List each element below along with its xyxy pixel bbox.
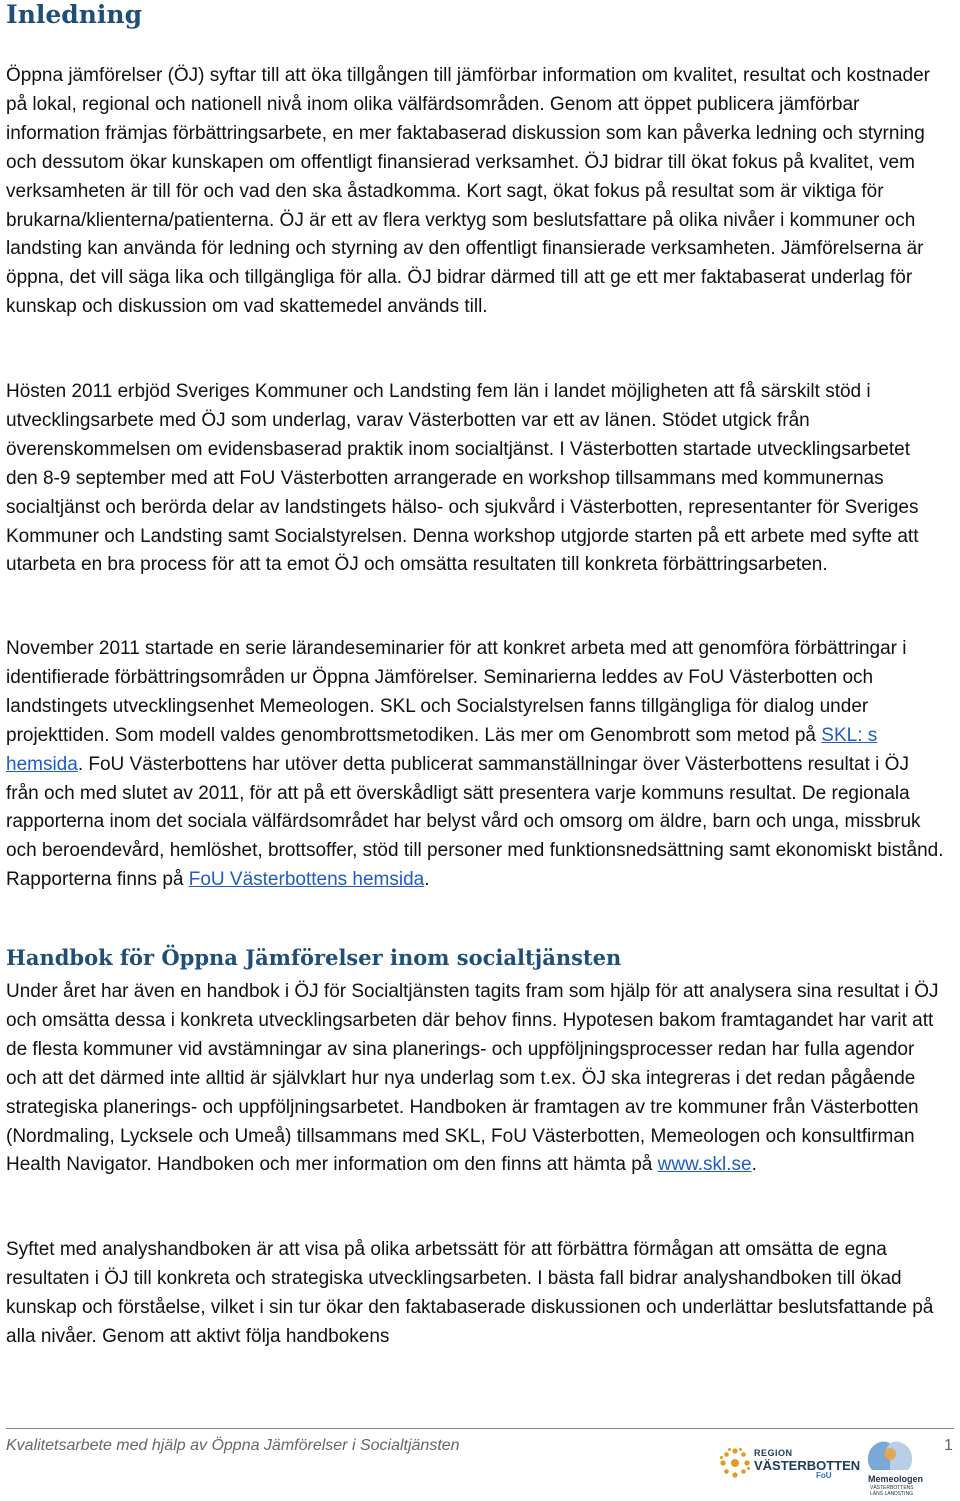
page-number: 1 (944, 1437, 953, 1454)
sunburst-icon (718, 1446, 752, 1480)
section-heading-handbook: Handbok för Öppna Jämförelser inom socialtjänsten (6, 945, 622, 970)
skl-website-link[interactable]: SKL: s hemsida (6, 724, 878, 775)
memeologen-logo (862, 1436, 924, 1498)
fou-website-link[interactable]: FoU Västerbottens hemsida (188, 869, 425, 891)
paragraph-text: . (751, 1154, 757, 1176)
logo-text-vasterbotten: VÄSTERBOTTEN (754, 1458, 861, 1473)
paragraph-purpose: Syftet med analyshandboken är att visa på olika arbetssätt för att förbättra förmågan att omsätta de egna resultaten i ÖJ till konkreta och strategiska utvecklingsarbeten. I bästa fall bidrar analyshandboken till ökad kunskap och förståelse, vilket i sin tur ökar den faktabaserade diskussionen och underlättar beslutsfattande på alla nivåer. Genom att aktivt följa handbokens (6, 1239, 934, 1347)
heads-profile-icon (862, 1436, 918, 1474)
paragraph-text: November 2011 startade en serie lärandeseminarier för att konkret arbeta med att genomföra förbättringar i identifierade förbättringsområden ur Öppna Jämförelser. Seminarierna leddes av FoU Västerbotten och landstingets utvecklingsenhet Memeologen. SKL och Socialstyrelsen fanns tillgängliga för dialog under projekttiden. Som modell valdes genombrottsmetodiken. Läs mer om Genombrott som metod på (6, 638, 907, 746)
paragraph-november-2011 (6, 635, 946, 895)
skl-se-link[interactable]: www.skl.se (657, 1154, 752, 1176)
logo-text-memeologen: Memeologen (868, 1474, 924, 1484)
paragraph-text: . FoU Västerbottens har utöver detta publicerat sammanställningar över Västerbottens resultat i ÖJ från och med slutet av 2011, för att på ett överskådligt sätt presentera varje kommuns resultat. De regionala rapporterna inom det sociala välfärdsområdet har belyst vård och omsorg om äldre, barn och unga, missbruk och beroendevård, hemlöshet, brottsoffer, stöd till personer med funktionsnedsättning samt ekonomiskt bistånd. Rapporterna finns på (6, 753, 944, 891)
logo-text-landsting: VÄSTERBOTTENS LÄNS LANDSTING (870, 1485, 914, 1497)
paragraph-handbook (6, 978, 946, 1180)
region-vasterbotten-logo (718, 1440, 861, 1488)
logo-text-region: REGION (754, 1448, 793, 1458)
paragraph-intro: Öppna jämförelser (ÖJ) syftar till att öka tillgången till jämförbar information om kvalitet, resultat och kostnader på lokal, regional och nationell nivå inom olika välfärdsområden. Genom att öppet publicera jämförbar information främjas förbättringsarbete, en mer faktabaserad diskussion som kan påverka ledning och styrning och dessutom ökar kunskapen om offentligt finansierad verksamhet. ÖJ bidrar till ökat fokus på kvalitet, vem verksamheten är till för och vad den ska åstadkomma. Kort sagt, ökat fokus på resultat som är viktiga för brukarna/klienterna/patienterna. ÖJ är ett av flera verktyg som beslutsfattare på olika nivåer i kommuner och landsting kan använda för ledning och styrning av den offentligt finansierade verksamheten. Jämförelserna är öppna, det vill säga lika och tillgängliga för alla. ÖJ bidrar därmed till att ge ett mer faktabaserat underlag för kunskap och diskussion om vad skattemedel används till. (6, 65, 930, 318)
footer-title: Kvalitetsarbete med hjälp av Öppna Jämförelser i Socialtjänsten (6, 1437, 460, 1454)
paragraph-text: Under året har även en handbok i ÖJ för Socialtjänsten tagits fram som hjälp för att analysera sina resultat i ÖJ och omsätta dessa i konkreta utvecklingsarbeten där behov finns. Hypotesen bakom framtagandet har varit att de flesta kommuner vid avstämningar av sina planerings- och uppföljningsprocesser redan har fulla agendor och att det därmed inte alltid är självklart hur nya underlag som t.ex. ÖJ ska integreras i det redan pågående strategiska planerings- och uppföljningsarbetet. Handboken är framtagen av tre kommuner från Västerbotten (Nordmaling, Lycksele och Umeå) tillsammans med SKL, FoU Västerbotten, Memeologen och konsultfirman Health Navigator. Handboken och mer information om den finns att hämta på (6, 981, 939, 1176)
logo-text-fou: FoU (816, 1471, 832, 1480)
paragraph-text: . (424, 869, 430, 891)
paragraph-autumn-2011: Hösten 2011 erbjöd Sveriges Kommuner och Landsting fem län i landet möjligheten att få särskilt stöd i utvecklingsarbete med ÖJ som underlag, varav Västerbotten var ett av länen. Stödet utgick från överenskommelsen om evidensbaserad praktik inom socialtjänst. I Västerbotten startade utvecklingsarbetet den 8-9 september med att FoU Västerbotten arrangerade en workshop tillsammans med kommunernas socialtjänst och berörda delar av landstingets hälso- och sjukvård i Västerbotten, representanter för Sveriges Kommuner och Landsting samt Socialstyrelsen. Denna workshop utgjorde starten på ett arbete med syfte att utarbeta en bra process för att ta emot ÖJ och omsätta resultaten till konkreta förbättringsarbeten. (6, 381, 919, 576)
page-title: Inledning (6, 0, 143, 29)
footer-divider (6, 1428, 954, 1429)
